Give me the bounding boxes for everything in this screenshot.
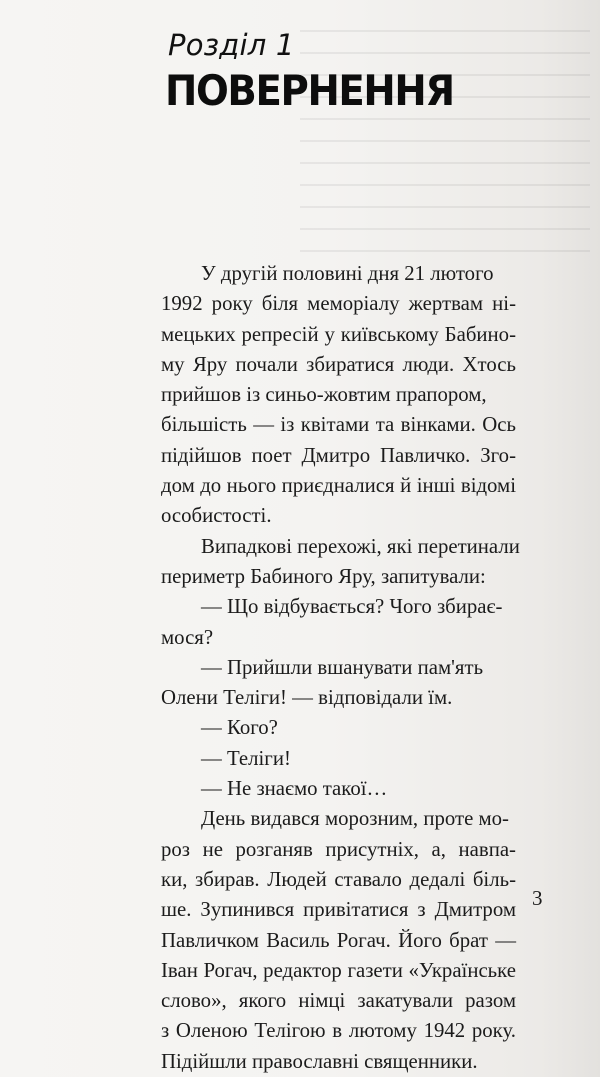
text-line: з Оленою Телігою в лютому 1942 року. <box>161 1019 516 1043</box>
text-line: Олени Теліги! — відповідали їм. <box>161 686 453 710</box>
text-line: 1992 року біля меморіалу жертвам ні- <box>161 292 516 316</box>
text-line: роз не розганяв присутніх, а, навпа- <box>161 837 516 861</box>
text-line: ки, збирав. Людей ставало дедалі біль- <box>161 867 516 891</box>
text-line: Випадкові перехожі, які перетинали <box>201 534 520 558</box>
text-line: мецьких репресій у київському Бабино- <box>161 322 516 346</box>
bleed-through-shadow <box>300 30 590 260</box>
text-line: — Що відбувається? Чого збирає- <box>201 595 503 619</box>
text-line: Іван Рогач, редактор газети «Українське <box>161 958 516 982</box>
text-line: — Кого? <box>201 716 278 740</box>
body-text <box>161 259 520 1077</box>
text-line: — Прийшли вшанувати пам'ять <box>201 655 484 679</box>
text-line: ше. Зупинився привітатися з Дмитром <box>161 898 516 922</box>
chapter-title: ПОВЕРНЕННЯ <box>165 66 454 115</box>
text-line: слово», якого німці закатували разом <box>161 989 516 1013</box>
text-line: особистості. <box>161 504 272 528</box>
text-line: більшість — із квітами та вінками. Ось <box>161 413 516 437</box>
text-line: периметр Бабиного Яру, запитували: <box>161 564 486 588</box>
text-line: мося? <box>161 625 214 649</box>
text-line: День видався морозним, проте мо- <box>201 807 509 831</box>
text-line: дом до нього приєдналися й інші відомі <box>161 474 516 498</box>
text-line: Підійшли православні священники. <box>161 1049 478 1073</box>
page-number: 3 <box>532 886 543 910</box>
text-line: Павличком Василь Рогач. Його брат — <box>161 928 516 952</box>
text-line: У другій половині дня 21 лютого <box>201 262 494 285</box>
text-line: підійшов поет Дмитро Павличко. Зго- <box>161 443 516 467</box>
text-line: прийшов із синьо-жовтим прапором, <box>161 383 487 407</box>
chapter-label: Розділ 1 <box>168 28 295 62</box>
text-line: — Не знаємо такої… <box>201 777 388 801</box>
text-line: — Теліги! <box>201 746 291 770</box>
text-line: му Яру почали збиратися люди. Хтось <box>161 352 516 376</box>
